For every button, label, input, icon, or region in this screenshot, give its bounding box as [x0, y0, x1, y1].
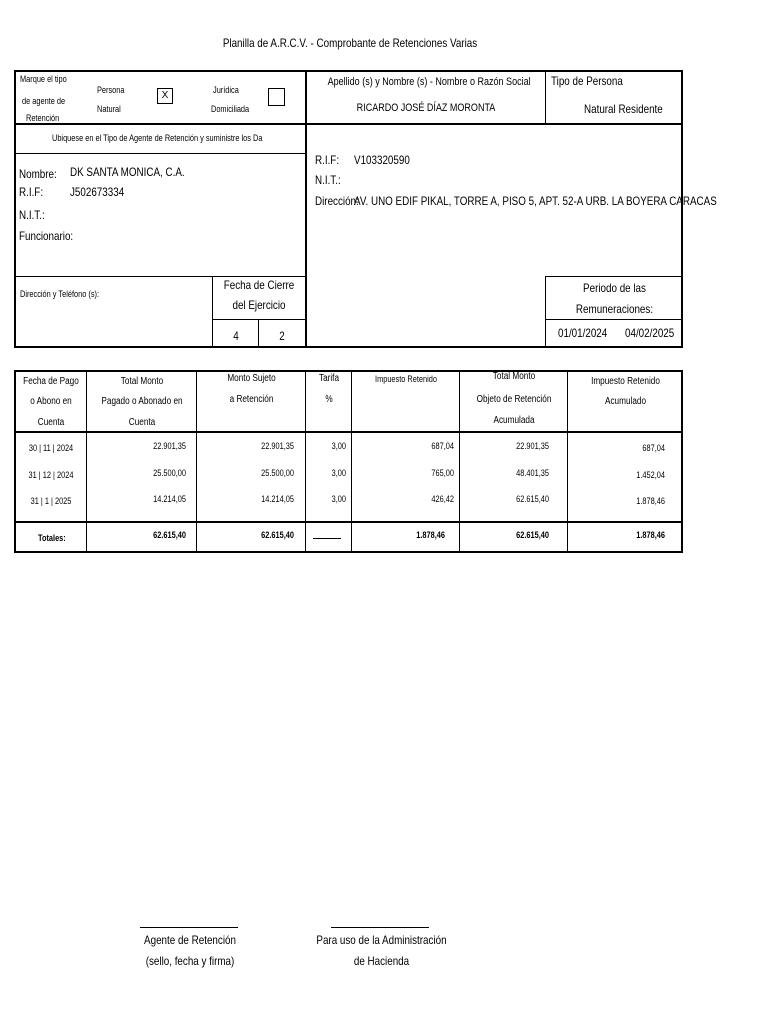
- totals-label: Totales:: [38, 533, 66, 543]
- cell-rate: 3,00: [331, 441, 346, 451]
- persona-natural-label-2: Natural: [97, 104, 121, 114]
- juridica-checkbox[interactable]: [268, 88, 285, 106]
- total-withheld: 1.878,46: [416, 530, 445, 540]
- cell-accum-subject: 48.401,35: [516, 468, 549, 478]
- cell-accum-subject: 62.615,40: [516, 494, 549, 504]
- admin-signature-label-2: de Hacienda: [353, 954, 410, 968]
- header-accum-withheld-line-2: Acumulado: [604, 396, 647, 407]
- cell-total-paid: 22.901,35: [153, 441, 186, 451]
- total-subject: 62.615,40: [261, 530, 294, 540]
- header-date-line-1: Fecha de Pago: [23, 376, 79, 387]
- col-divider-4: [351, 370, 352, 553]
- agent-name: DK SANTA MONICA, C.A.: [70, 165, 185, 179]
- cell-date: 30 | 11 | 2024: [28, 443, 74, 453]
- period-to: 04/02/2025: [625, 326, 675, 340]
- admin-signature-label-1: Para uso de la Administración: [316, 933, 447, 947]
- persona-natural-checkbox[interactable]: X: [157, 88, 173, 104]
- header-paid-line-3: Cuenta: [128, 417, 156, 428]
- period-label-2: Remuneraciones:: [575, 302, 654, 316]
- agent-signature-label-2: (sello, fecha y firma): [145, 954, 235, 968]
- cell-accum-withheld: 1.452,04: [636, 470, 665, 480]
- cell-withheld: 426,42: [431, 494, 454, 504]
- header-accum-withheld-line-1: Impuesto Retenido: [591, 376, 660, 387]
- col-divider-2: [196, 370, 197, 553]
- cell-subject: 22.901,35: [261, 441, 294, 451]
- col-divider-6: [567, 370, 568, 553]
- cell-accum-subject: 22.901,35: [516, 441, 549, 451]
- total-rate-dash: [313, 538, 341, 539]
- header-date-line-3: Cuenta: [37, 417, 65, 428]
- beneficiary-nit-label: N.I.T.:: [315, 173, 341, 187]
- agent-address-phone-label: Dirección y Teléfono (s):: [20, 289, 100, 299]
- header-accum-subject-line-2: Objeto de Retención: [476, 394, 552, 405]
- total-accum-subject: 62.615,40: [516, 530, 549, 540]
- header-accum-subject-line-1: Total Monto: [492, 371, 536, 382]
- total-paid: 62.615,40: [153, 530, 186, 540]
- persona-natural-label-1: Persona: [97, 85, 125, 95]
- header-accum-subject-line-3: Acumulada: [493, 415, 535, 426]
- beneficiary-name-header: Apellido (s) y Nombre (s) - Nombre o Razón Social: [327, 76, 531, 88]
- row-divider-address: [14, 276, 305, 277]
- header-subject-line-1: Monto Sujeto: [227, 373, 276, 384]
- cell-accum-withheld: 687,04: [642, 443, 665, 453]
- column-divider-person-type: [545, 70, 546, 123]
- fiscal-close-label-1: Fecha de Cierre: [223, 278, 295, 292]
- agent-funcionario-label: Funcionario:: [19, 229, 74, 243]
- table-header-divider: [14, 431, 683, 433]
- cell-withheld: 687,04: [431, 441, 454, 451]
- beneficiary-address: AV. UNO EDIF PIKAL, TORRE A, PISO 5, APT. 52-A URB. LA BOYERA CARACAS: [354, 194, 717, 208]
- juridica-label-2: Domiciliada: [211, 104, 250, 114]
- admin-signature-line: [331, 927, 429, 928]
- juridica-label-1: Jurídica: [213, 85, 239, 95]
- beneficiary-rif: V103320590: [354, 153, 410, 167]
- agent-type-prompt-1: Marque el tipo: [20, 74, 67, 84]
- period-from: 01/01/2024: [558, 326, 608, 340]
- header-rate-line-1: Tarifa: [318, 373, 340, 384]
- header-date-line-2: o Abono en: [30, 396, 72, 407]
- total-accum-withheld: 1.878,46: [636, 530, 665, 540]
- cell-date: 31 | 1 | 2025: [30, 496, 72, 506]
- cell-withheld: 765,00: [431, 468, 454, 478]
- cell-total-paid: 14.214,05: [153, 494, 186, 504]
- header-rate-line-2: %: [325, 394, 333, 405]
- agent-type-prompt-3: Retención: [26, 113, 60, 122]
- person-type-header: Tipo de Persona: [551, 74, 623, 88]
- column-divider-main: [305, 70, 307, 348]
- col-divider-1: [86, 370, 87, 553]
- row-divider-period-top: [545, 276, 683, 277]
- column-divider-fiscal-date: [258, 319, 259, 348]
- beneficiary-rif-label: R.I.F:: [315, 153, 340, 167]
- col-divider-5: [459, 370, 460, 553]
- agent-signature-label-1: Agente de Retención: [144, 933, 236, 947]
- col-divider-3: [305, 370, 306, 553]
- fiscal-close-month: 4: [233, 329, 239, 343]
- header-withheld-line-1: Impuesto Retenido: [375, 374, 437, 384]
- fiscal-close-label-2: del Ejercicio: [232, 298, 286, 312]
- agent-signature-line: [140, 927, 238, 928]
- column-divider-fiscal: [212, 276, 213, 348]
- cell-subject: 14.214,05: [261, 494, 294, 504]
- agent-instructions: Ubiquese en el Tipo de Agente de Retención y suministre los Da: [52, 133, 263, 143]
- cell-date: 31 | 12 | 2024: [28, 470, 74, 480]
- agent-name-label: Nombre:: [19, 167, 57, 181]
- beneficiary-address-label: Dirección:: [315, 194, 359, 208]
- row-divider-instructions: [14, 153, 305, 154]
- page-title: Planilla de A.R.C.V. - Comprobante de Retenciones Varias: [222, 36, 478, 50]
- agent-rif-label: R.I.F:: [19, 185, 44, 199]
- cell-rate: 3,00: [331, 494, 346, 504]
- cell-rate: 3,00: [331, 468, 346, 478]
- agent-type-prompt-2: de agente de: [22, 96, 66, 106]
- cell-accum-withheld: 1.878,46: [636, 496, 665, 506]
- header-subject-line-2: a Retención: [229, 394, 274, 405]
- header-paid-line-1: Total Monto: [120, 376, 164, 387]
- beneficiary-name: RICARDO JOSÉ DÍAZ MORONTA: [356, 102, 496, 114]
- row-divider-1: [14, 123, 683, 125]
- agent-nit-label: N.I.T.:: [19, 208, 45, 222]
- period-label-1: Periodo de las: [583, 281, 646, 295]
- header-paid-line-2: Pagado o Abonado en: [101, 396, 183, 407]
- agent-rif: J502673334: [70, 185, 125, 199]
- cell-total-paid: 25.500,00: [153, 468, 186, 478]
- table-totals-divider: [14, 521, 683, 523]
- fiscal-close-day: 2: [279, 329, 285, 343]
- cell-subject: 25.500,00: [261, 468, 294, 478]
- column-divider-period: [545, 276, 546, 348]
- person-type-value: Natural Residente: [584, 102, 663, 116]
- row-divider-period: [545, 319, 683, 320]
